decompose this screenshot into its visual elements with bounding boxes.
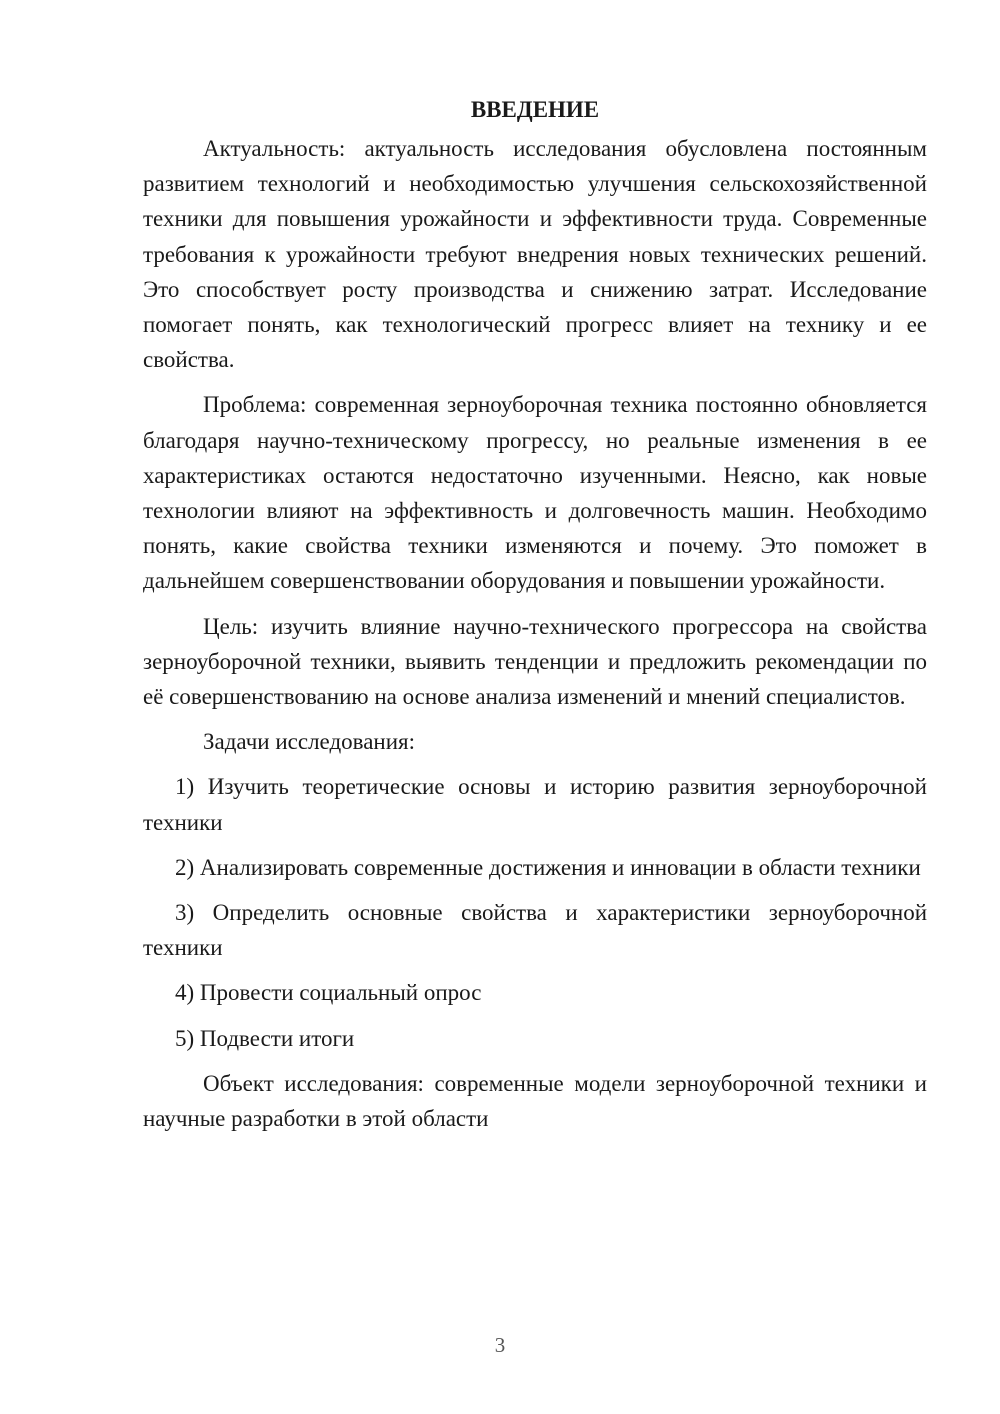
paragraph-object: Объект исследования: современные модели зерноуборочной техники и научные разработки в этой области — [143, 1070, 927, 1132]
page-content — [143, 92, 927, 1146]
paragraph-problem: Проблема: современная зерноуборочная техника постоянно обновляется благодаря научно-техническому прогрессу, но реальные изменения в ее характеристиках остаются недостаточно изученными. Неясно, как новые технологии влияют на эффективность и долговечность машин. Необходимо понять, какие свойства техники изменяются и почему. Это поможет в дальнейшем совершенствовании оборудования и повышении урожайности. — [143, 392, 927, 594]
task-item-3: 3) Определить основные свойства и характеристики зерноуборочной техники — [143, 900, 927, 961]
section-title: ВВЕДЕНИЕ — [470, 97, 600, 122]
task-item-5: 5) Подвести итоги — [175, 1025, 355, 1051]
task-item-4: 4) Провести социальный опрос — [175, 980, 482, 1006]
paragraph-relevance: Актуальность: актуальность исследования обусловлена постоянным развитием технологий и необходимостью улучшения сельскохозяйственной техники для повышения урожайности и эффективности труда. Современные требования к урожайности требуют внедрения новых технических решений. Это способствует росту производства и снижению затрат. Исследование помогает понять, как технологический прогресс влияет на технику и ее свойства. — [143, 136, 927, 373]
task-item-2: 2) Анализировать современные достижения и инновации в области техники — [175, 854, 921, 880]
page-number: 3 — [494, 1333, 506, 1357]
tasks-heading: Задачи исследования: — [203, 729, 416, 755]
paragraph-goal: Цель: изучить влияние научно-технического прогрессора на свойства зерноуборочной техники, выявить тенденции и предложить рекомендации по её совершенствованию на основе анализа изменений и мнений специалистов. — [143, 613, 927, 710]
task-item-1: 1) Изучить теоретические основы и историю развития зерноуборочной техники — [143, 774, 927, 835]
